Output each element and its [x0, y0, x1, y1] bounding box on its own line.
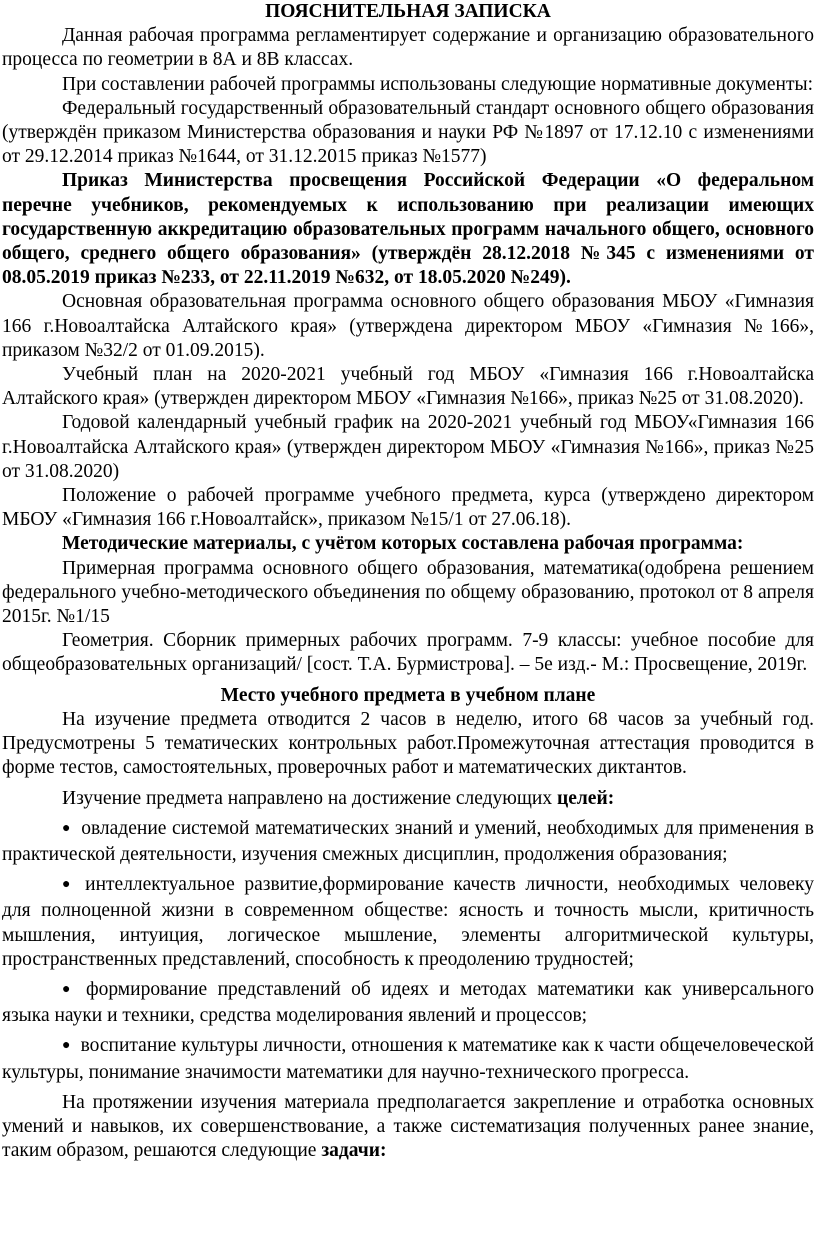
paragraph-normative-docs: При составлении рабочей программы использованы следующие нормативные документы:: [62, 73, 814, 95]
document-title: ПОЯСНИТЕЛЬНАЯ ЗАПИСКА: [265, 1, 551, 22]
paragraph-tasks-intro: [2, 1091, 814, 1164]
paragraph-fgos: Федеральный государственный образовательный стандарт основного общего образования (утверждён приказом Министерства образования и науки РФ №1897 от 17.12.10 с изменениями от 29.12.2014 приказ №1644, от 31.12.2015 приказ №1577): [2, 97, 814, 168]
goal-bullet-4: [2, 1034, 814, 1084]
bullet-icon: ●: [62, 981, 76, 997]
bullet-icon: ●: [62, 1038, 71, 1054]
paragraph-main-program: Основная образовательная программа основного общего образования МБОУ «Гимназия 166 г.Новоалтайска Алтайского края» (утверждена директором МБОУ «Гимназия №166», приказом №32/2 от 01.09.2015).: [2, 291, 814, 361]
paragraph-order-ministry: Приказ Министерства просвещения Российской Федерации «О федеральном перечне учебников, рекомендуемых к использованию при реализации имеющих государственную аккредитацию образовательных программ начального общего, основного общего, среднего общего образования» (утверждён 28.12.2018 №345 с изменениями от 08.05.2019 приказ №233, от 22.11.2019 №632, от 18.05.2020 №249).: [2, 170, 814, 289]
goals-intro-text: Изучение предмета направлено на достижение следующих: [62, 787, 557, 809]
bullet-icon: ●: [62, 820, 72, 836]
paragraph-methodical-heading: Методические материалы, с учётом которых составлена рабочая программа:: [62, 533, 744, 555]
paragraph-sample-program: Примерная программа основного общего образования, математика(одобрена решением федерального учебно-методического объединения по общему образованию, протокол от 8 апреля 2015г. №1/15: [2, 557, 814, 628]
bullet-icon: ●: [62, 877, 76, 893]
goal-bullet-2: [2, 873, 814, 972]
goal-bullet-1: [2, 817, 814, 867]
goal-bullet-3: [2, 978, 814, 1028]
paragraph-study-plan: Учебный план на 2020-2021 учебный год МБОУ «Гимназия 166 г.Новоалтайска Алтайского края» (утвержден директором МБОУ «Гимназия №166», приказ №25 от 31.08.2020).: [2, 364, 814, 410]
paragraph-intro: Данная рабочая программа регламентирует содержание и организацию образовательного процесса по геометрии в 8А и 8В классах.: [2, 25, 814, 71]
paragraph-goals-intro: [2, 787, 814, 811]
paragraph-regulation: Положение о рабочей программе учебного предмета, курса (утверждено директором МБОУ «Гимназия 166 г.Новоалтайск», приказом №15/1 от 27.06.18).: [2, 485, 814, 531]
goal-text: овладение системой математических знаний и умений, необходимых для применения в практической деятельности, изучения смежных дисциплин, продолжения образования;: [2, 817, 814, 865]
goal-text: формирование представлений об идеях и методах математики как универсального языка науки и техники, средства моделирования явлений и процессов;: [2, 978, 814, 1027]
paragraph-geometry-collection: Геометрия. Сборник примерных рабочих программ. 7-9 классы: учебное пособие для общеобразовательных организаций/ [сост. Т.А. Бурмистрова]. – 5е изд.- М.: Просвещение, 2019г.: [2, 630, 814, 676]
goal-text: воспитание культуры личности, отношения к математике как к части общечеловеческой культуры, понимание значимости математики для научно-технического прогресса.: [2, 1035, 814, 1083]
goals-label: целей:: [556, 787, 615, 809]
tasks-label: задачи:: [321, 1140, 387, 1162]
goal-text: интеллектуальное развитие,формирование качеств личности, необходимых человеку для полноценной жизни в современном обществе: ясность и точность мысли, критичность мышления, интуиция, логическое мышление, элементы алгоритмической культуры, пространственных представлений, способность к преодолению трудностей;: [2, 874, 814, 970]
paragraph-calendar: Годовой календарный учебный график на 2020-2021 учебный год МБОУ«Гимназия 166 г.Новоалтайска Алтайского края» (утвержден директором МБОУ «Гимназия №166», приказ №25 от 31.08.2020): [2, 412, 814, 482]
tasks-intro-text: На протяжении изучения материала предполагается закрепление и отработка основных умений и навыков, их совершенствование, а также систематизация полученных ранее знание, таким образом, решаются следующие: [2, 1091, 814, 1162]
section-title-place: Место учебного предмета в учебном плане: [220, 684, 596, 706]
paragraph-hours: На изучение предмета отводится 2 часов в неделю, итого 68 часов за учебный год. Предусмотрены 5 тематических контрольных работ.Промежуточная аттестация проводится в форме тестов, самостоятельных, проверочных работ и математических диктантов.: [2, 708, 814, 779]
